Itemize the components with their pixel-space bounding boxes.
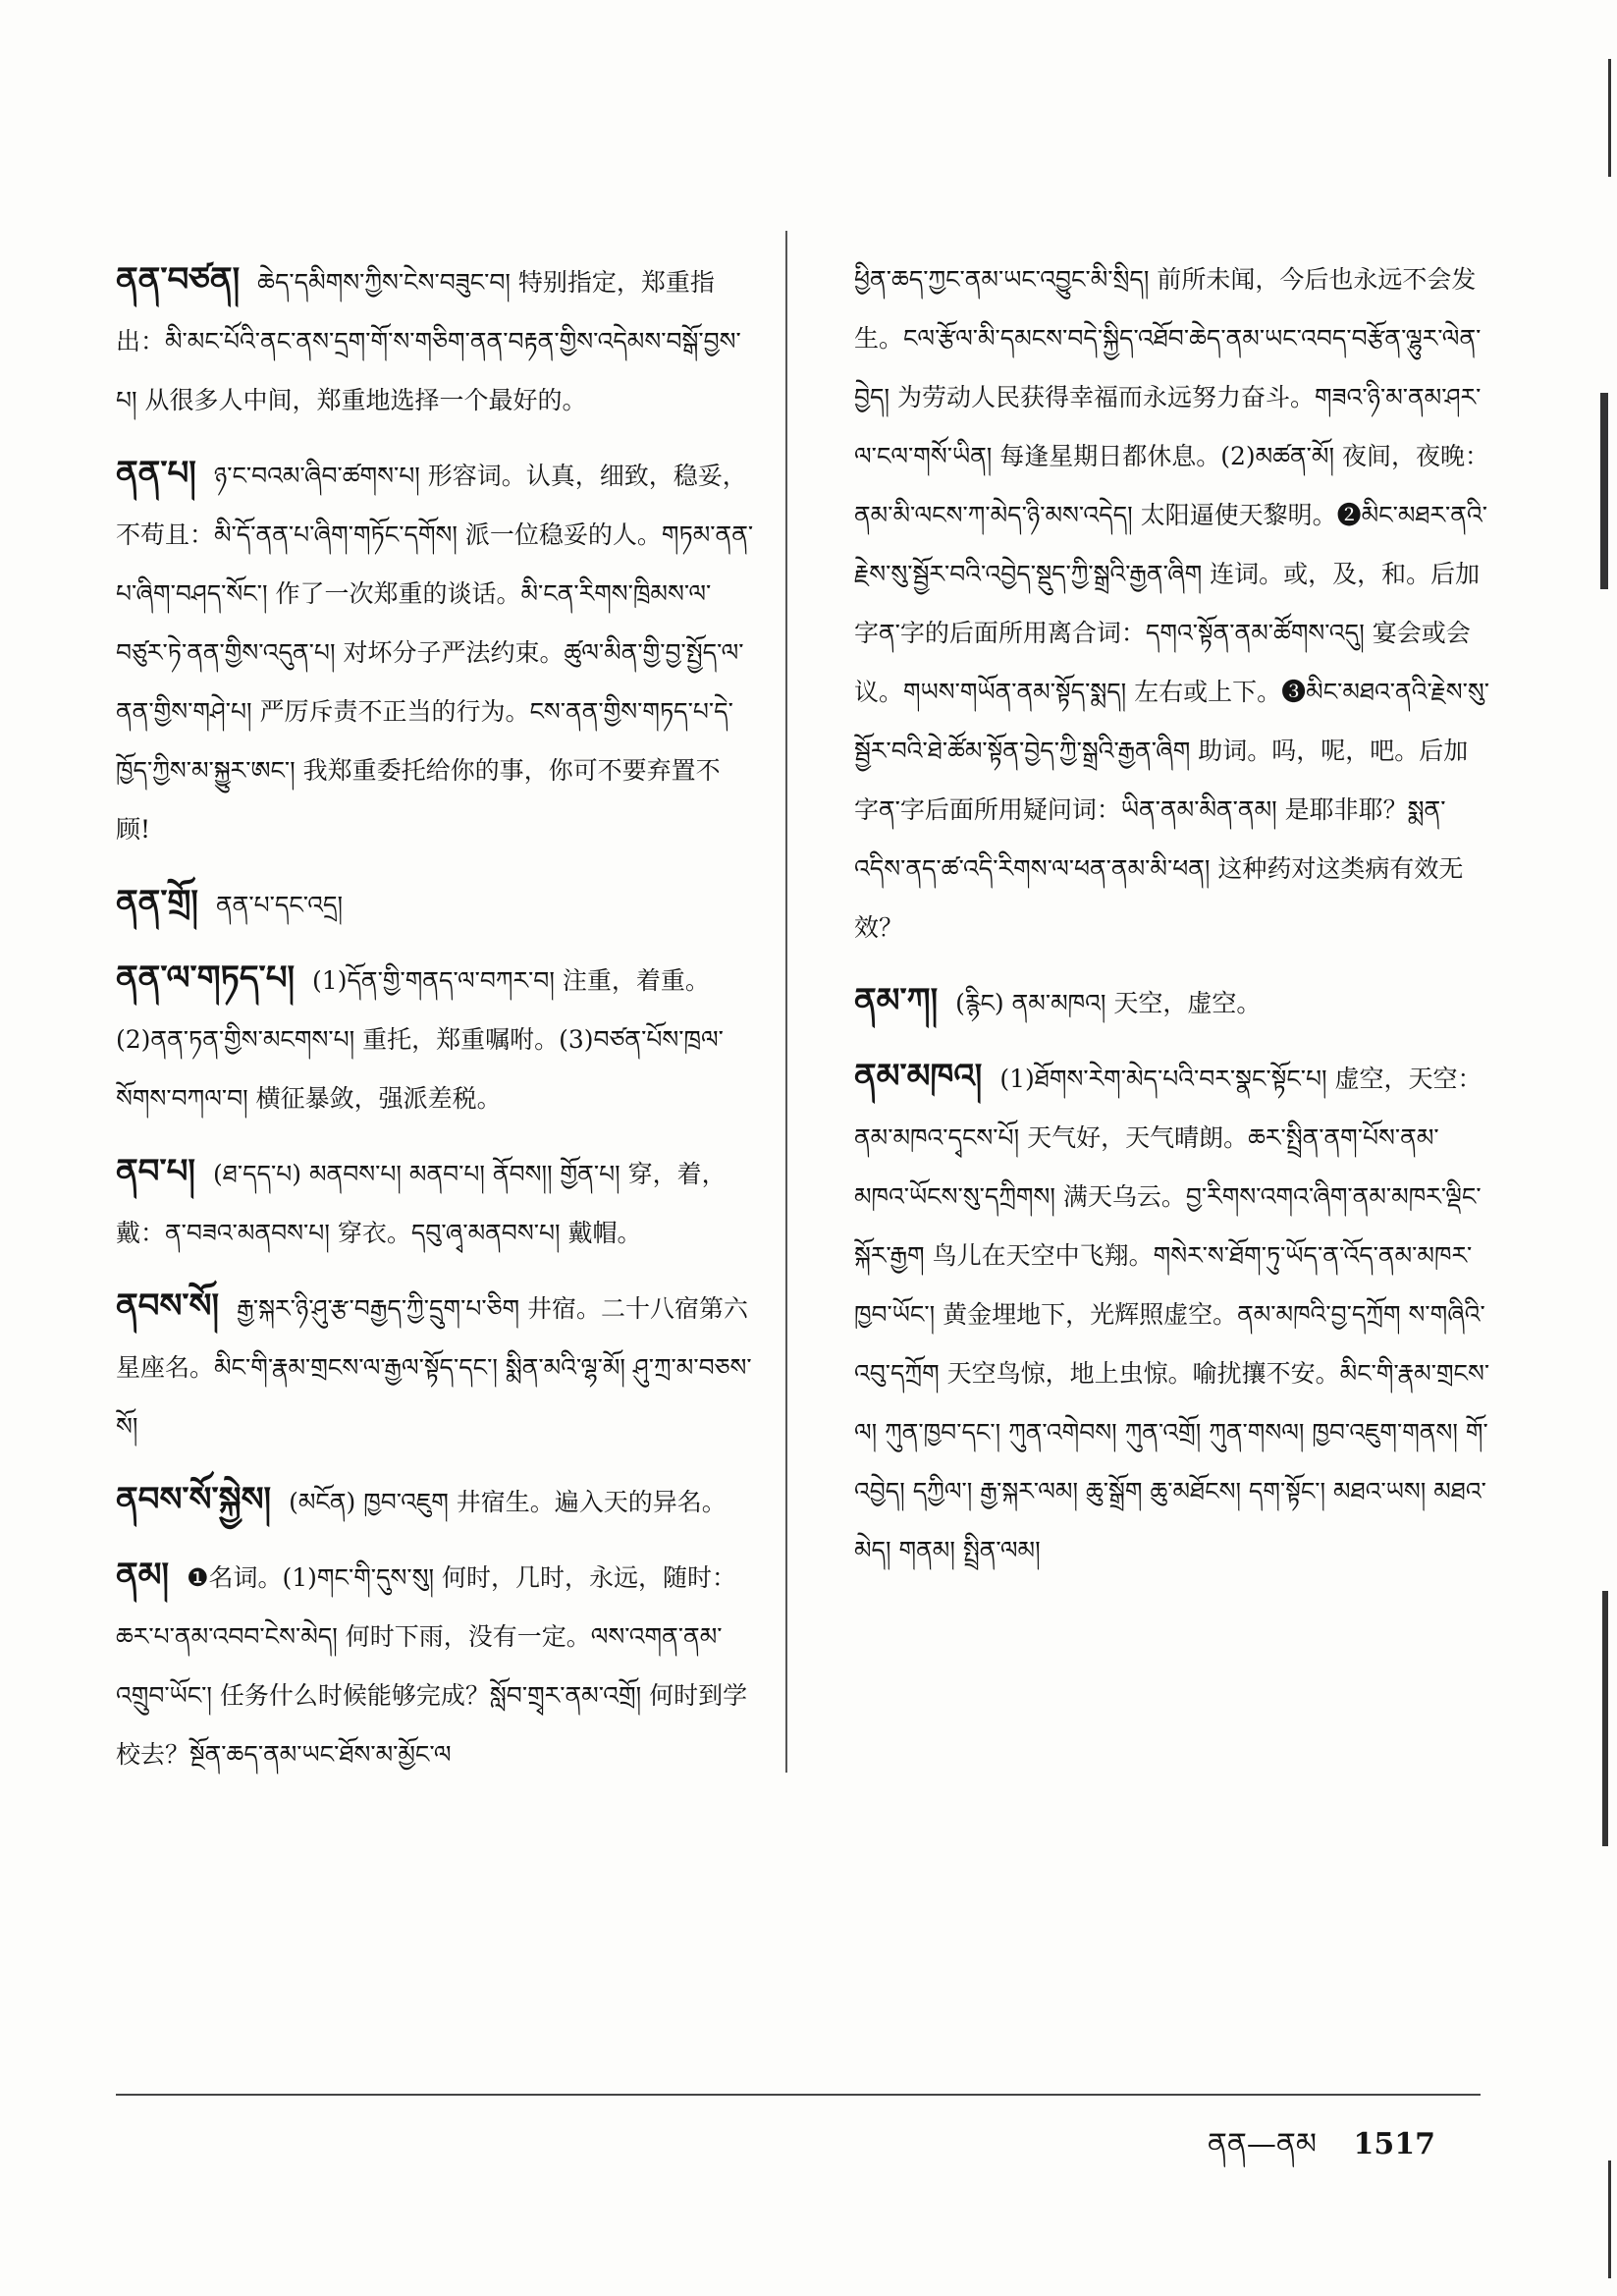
scan-edge-mark (1600, 393, 1608, 589)
entry-headword: ནབ་པ། (116, 1152, 195, 1191)
dictionary-entry (116, 250, 754, 430)
entry-definition: ❶名词。(1)གང་གི་དུས་སུ། 何时，几时，永远，随时：ཆར་པ་ནམ་འབབ་ངེས་མེད། 何时下雨，没有一定。ལས་འགན་ནམ་འགྲུབ་ཡོང་། 任务什么时候能够完成？སློབ་གྲྭར་ནམ་འགྲོ། 何时到学校去？སྔོན་ཆད་ནམ་ཡང་ཐོས་མ་མྱོང་ལ (116, 1563, 748, 1769)
left-column (116, 250, 754, 1798)
entry-headword: ནན་གྲོ། (116, 883, 198, 922)
entry-continuation: ཕྱིན་ཆད་ཀྱང་ནམ་ཡང་འབྱུང་མི་སྲིད། 前所未闻，今后也永远不会发生。ངལ་རྩོལ་མི་དམངས་བདེ་སྐྱིད་འཐོབ་ཆེད་ནམ་ཡང་འབད་བརྩོན་ལྷུར་ལེན་བྱེད། 为劳动人民获得幸福而永远努力奋斗。གཟའ་ཉི་མ་ནམ་ཤར་ལ་ངལ་གསོ་ཡིན། 每逢星期日都休息。(2)མཚན་མོ། 夜间，夜晚：ནམ་མི་ལངས་ཀ་མེད་ཉི་མས་འདེད། 太阳逼使天黎明。❷མིང་མཐར་ནའི་རྗེས་སུ་སྦྱོར་བའི་འབྱེད་སྡུད་ཀྱི་སྒྲའི་རྒྱན་ཞིག 连词。或，及，和。后加字ན་字的后面所用离合词：དགའ་སྟོན་ནམ་ཚོགས་འདུ། 宴会或会议。གཡས་གཡོན་ནམ་སྟོད་སྨད། 左右或上下。❸མིང་མཐའ་ནའི་རྗེས་སུ་སྦྱོར་བའི་ཐེ་ཚོམ་སྟོན་བྱེད་ཀྱི་སྒྲའི་རྒྱན་ཞིག 助词。吗，呢，吧。后加字ན་字后面所用疑问词：ཡིན་ནམ་མིན་ནམ། 是耶非耶？སྨན་འདིས་ནད་ཚ་འདི་རིགས་ལ་ཕན་ནམ་མི་ཕན། 这种药对这类病有效无效？ (854, 265, 1489, 942)
dictionary-entry (116, 873, 754, 935)
entry-headword: ནབས་སོ། (116, 1286, 220, 1326)
entry-headword: ནམ་མཁའ། (854, 1057, 983, 1096)
dictionary-entry (854, 1047, 1492, 1580)
dictionary-entry (116, 444, 754, 859)
dictionary-entry (116, 1470, 754, 1532)
entry-definition: (1)ཐོགས་རེག་མེད་པའི་བར་སྣང་སྟོང་པ། 虚空，天空：ནམ་མཁའ་དྭངས་པོ། 天气好，天气晴朗。ཆར་སྤྲིན་ནག་པོས་ནམ་མཁའ་ཡོངས་སུ་དཀྲིགས། 满天乌云。བྱ་རིགས་འགའ་ཞིག་ནམ་མཁར་ལྡིང་སྐོར་རྒྱག 鸟儿在天空中飞翔。གསེར་ས་ཐོག་ཏུ་ཡོད་ན་འོད་ནམ་མཁར་ཁྱབ་ཡོང་། 黄金埋地下，光辉照虚空。ནམ་མཁའི་བྱ་དཀྲོག ས་གཞིའི་འབུ་དཀྲོག 天空鸟惊，地上虫惊。喻扰攘不安。མིང་གི་རྣམ་གྲངས་ལ། ཀུན་ཁྱབ་དང་། ཀུན་འགེབས། ཀུན་འགྲོ། ཀུན་གསལ། ཁྱབ་འཇུག་གནས། གོ་འབྱེད། དཀྱིལ་། རྒྱ་སྐར་ལམ། ཆུ་སྒྲོག ཆུ་མཐོངས། དག་སྟོང་། མཐའ་ཡས། མཐའ་མེད། གནམ། སྤྲིན་ལམ། (854, 1065, 1490, 1564)
footer-rule (116, 2094, 1481, 2096)
scan-edge-mark (1608, 59, 1611, 177)
page-number: 1517 (1353, 2127, 1435, 2161)
entry-headword: ནབས་སོ་སྐྱེས། (116, 1480, 272, 1519)
entry-definition: ཆེད་དམིགས་ཀྱིས་ངེས་བཟུང་བ། 特别指定，郑重指出：མི་མང་པོའི་ནང་ནས་དྲག་གོ་ས་གཅིག་ནན་བརྟན་གྱིས་འདེམས་བསྒོ་བྱས་པ། 从很多人中间，郑重地选择一个最好的。 (116, 268, 741, 414)
entry-headword: ནམ་ཀ། (854, 981, 939, 1020)
column-divider (785, 231, 787, 1773)
right-column (854, 250, 1492, 1594)
dictionary-entry (116, 1142, 754, 1263)
entry-range: ནན—ནམ (1207, 2127, 1317, 2161)
entry-definition: (1)དོན་གྱི་གནད་ལ་བཀར་བ། 注重，着重。(2)ནན་ཏན་གྱིས་མངགས་པ། 重托，郑重嘱咐。(3)བཙན་པོས་ཁྲལ་སོགས་བཀལ་བ། 横征暴敛，强派差税。 (116, 966, 724, 1113)
entry-definition: ཉ་ང་བའམ་ཞིབ་ཚགས་པ། 形容词。认真，细致，稳妥，不苟且：མི་དོ་ནན་པ་ཞིག་གཏོང་དགོས། 派一位稳妥的人。གཏམ་ནན་པ་ཞིག་བཤད་སོང་། 作了一次郑重的谈话。མི་ངན་རིགས་ཁྲིམས་ལ་བཙུར་ཏེ་ནན་གྱིས་འདུན་པ། 对坏分子严法约束。ཚུལ་མིན་གྱི་བྱ་སྤྱོད་ལ་ནན་གྱིས་གཤེ་པ། 严厉斥责不正当的行为。ངས་ནན་གྱིས་གཏད་པ་དེ་ཁྱོད་ཀྱིས་མ་སྐྱུར་ཨང་། 我郑重委托给你的事，你可不要弃置不顾! (116, 462, 754, 844)
dictionary-entry (854, 971, 1492, 1033)
page-footer (1208, 2111, 1435, 2194)
entry-headword: ནམ། (116, 1556, 170, 1595)
scan-edge-mark (1602, 1591, 1608, 1846)
entry-definition: (མངོན) ཁྱབ་འཇུག 井宿生。遍入天的异名。 (289, 1488, 727, 1516)
entry-definition: (ཐ་དད་པ) མནབས་པ། མནབ་པ། ནོབས།། གྱོན་པ། 穿，着，戴：ན་བཟའ་མནབས་པ། 穿衣。དབུ་ཞྭ་མནབས་པ། 戴帽。 (116, 1160, 727, 1247)
entry-definition: ནན་པ་དང་འདྲ། (215, 891, 344, 919)
entry-definition: རྒྱ་སྐར་ཉི་ཤུ་རྩ་བརྒྱད་ཀྱི་དྲུག་པ་ཅིག 井宿。二十八宿第六星座名。མིང་གི་རྣམ་གྲངས་ལ་རྒྱལ་སྟོད་དང་། སྨིན་མའི་ལྷ་མོ། ཤུ་ཀྲ་མ་བཅས་སོ། (116, 1294, 752, 1441)
entry-headword: ནན་པ། (116, 454, 196, 493)
entry-definition: (རྙིང) ནམ་མཁའ། 天空，虚空。 (955, 989, 1262, 1017)
entry-headword: ནན་བཙན། (116, 260, 241, 300)
scan-edge-mark (1608, 2160, 1611, 2278)
dictionary-entry (116, 1277, 754, 1456)
dictionary-entry (116, 1546, 754, 1784)
entry-headword: ནན་ལ་གཏད་པ། (116, 958, 296, 998)
dictionary-entry (116, 949, 754, 1128)
